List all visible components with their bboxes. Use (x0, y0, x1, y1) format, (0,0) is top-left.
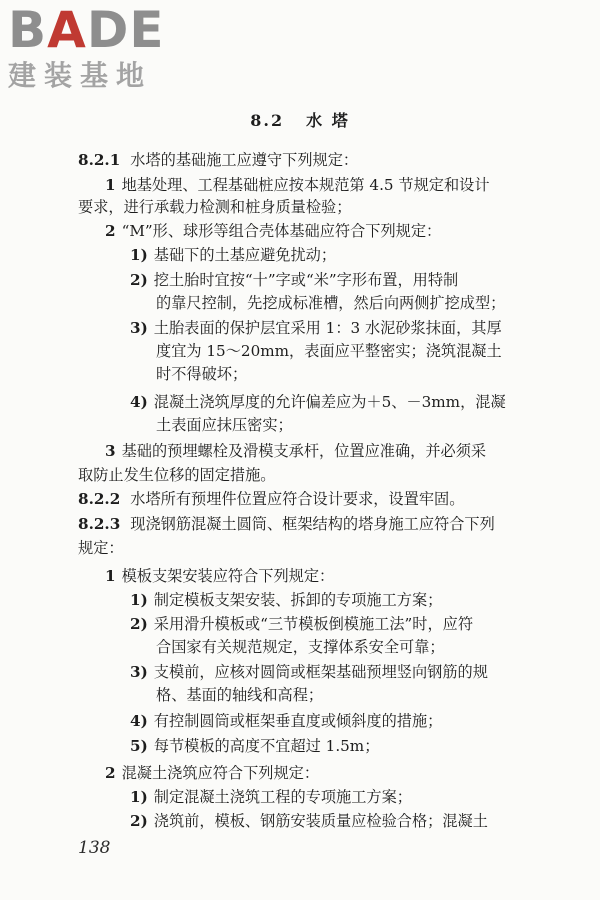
watermark-brand: B A DE (8, 1, 165, 59)
formwork-sub-1: 1) 制定模板支架安装、拆卸的专项施工方案； (130, 591, 443, 609)
sub-item-3-line-2: 度宜为 15～20mm，表面应平整密实；浇筑混凝土 (156, 342, 502, 360)
clause-8-2-1: 8.2.1 水塔的基础施工应遵守下列规定： (78, 151, 359, 169)
formwork-sub-3-line-1: 3) 支模前，应核对圆筒或框架基础预埋竖向钢筋的规 (130, 663, 488, 681)
formwork-sub-5: 5) 每节模板的高度不宜超过 1.5m； (130, 737, 380, 755)
sub-item-3-line-1: 3) 土胎表面的保护层宜采用 1：3 水泥砂浆抹面，其厚 (130, 319, 502, 337)
formwork-item: 1 模板支架安装应符合下列规定： (105, 567, 335, 585)
sub-item-3-line-3: 时不得破坏； (156, 365, 248, 383)
formwork-sub-2-line-2: 合国家有关规范规定，支撑体系安全可靠； (156, 638, 445, 656)
sub-item-4-line-2: 土表面应抹压密实； (156, 416, 293, 434)
watermark-subtitle: 建装基地 (8, 59, 153, 92)
clause-8-2-3-line-1: 8.2.3 现浇钢筋混凝土圆筒、框架结构的塔身施工应符合下列 (78, 515, 495, 533)
item-1-line-2: 要求，进行承载力检测和桩身质量检验； (78, 198, 352, 216)
item-1-line-1: 1 地基处理、工程基础桩应按本规范第 4.5 节规定和设计 (105, 176, 490, 194)
concrete-sub-2: 2) 浇筑前，模板、钢筋安装质量应检验合格；混凝土 (130, 812, 488, 830)
sub-item-1: 1) 基础下的土基应避免扰动； (130, 246, 337, 264)
page-number: 138 (78, 838, 111, 858)
sub-item-2-line-1: 2) 挖土胎时宜按“十”字或“米”字形布置，用特制 (130, 271, 459, 289)
concrete-sub-1: 1) 制定混凝土浇筑工程的专项施工方案； (130, 788, 412, 806)
sub-item-2-line-2: 的靠尺控制，先挖成标准槽，然后向两侧扩挖成型； (156, 294, 506, 312)
formwork-sub-3-line-2: 格、基面的轴线和高程； (156, 686, 324, 704)
formwork-sub-2-line-1: 2) 采用滑升模板或“三节模板倒模施工法”时，应符 (130, 615, 474, 633)
sub-item-4-line-1: 4) 混凝土浇筑厚度的允许偏差应为＋5、－3mm，混凝 (130, 393, 506, 411)
item-2: 2 “M”形、球形等组合壳体基础应符合下列规定： (105, 222, 442, 240)
section-number: 8.2 (250, 111, 285, 130)
item-3-line-2: 取防止发生位移的固定措施。 (78, 466, 276, 484)
section-title (0, 108, 600, 131)
item-3-line-1: 3 基础的预埋螺栓及滑模支承杆，位置应准确，并必须采 (105, 442, 487, 460)
clause-8-2-3-line-2: 规定： (78, 539, 124, 557)
clause-8-2-2: 8.2.2 水塔所有预埋件位置应符合设计要求，设置牢固。 (78, 490, 465, 508)
section-name: 水 塔 (306, 111, 350, 130)
formwork-sub-4: 4) 有控制圆筒或框架垂直度或倾斜度的措施； (130, 712, 443, 730)
concrete-item: 2 混凝土浇筑应符合下列规定： (105, 764, 320, 782)
